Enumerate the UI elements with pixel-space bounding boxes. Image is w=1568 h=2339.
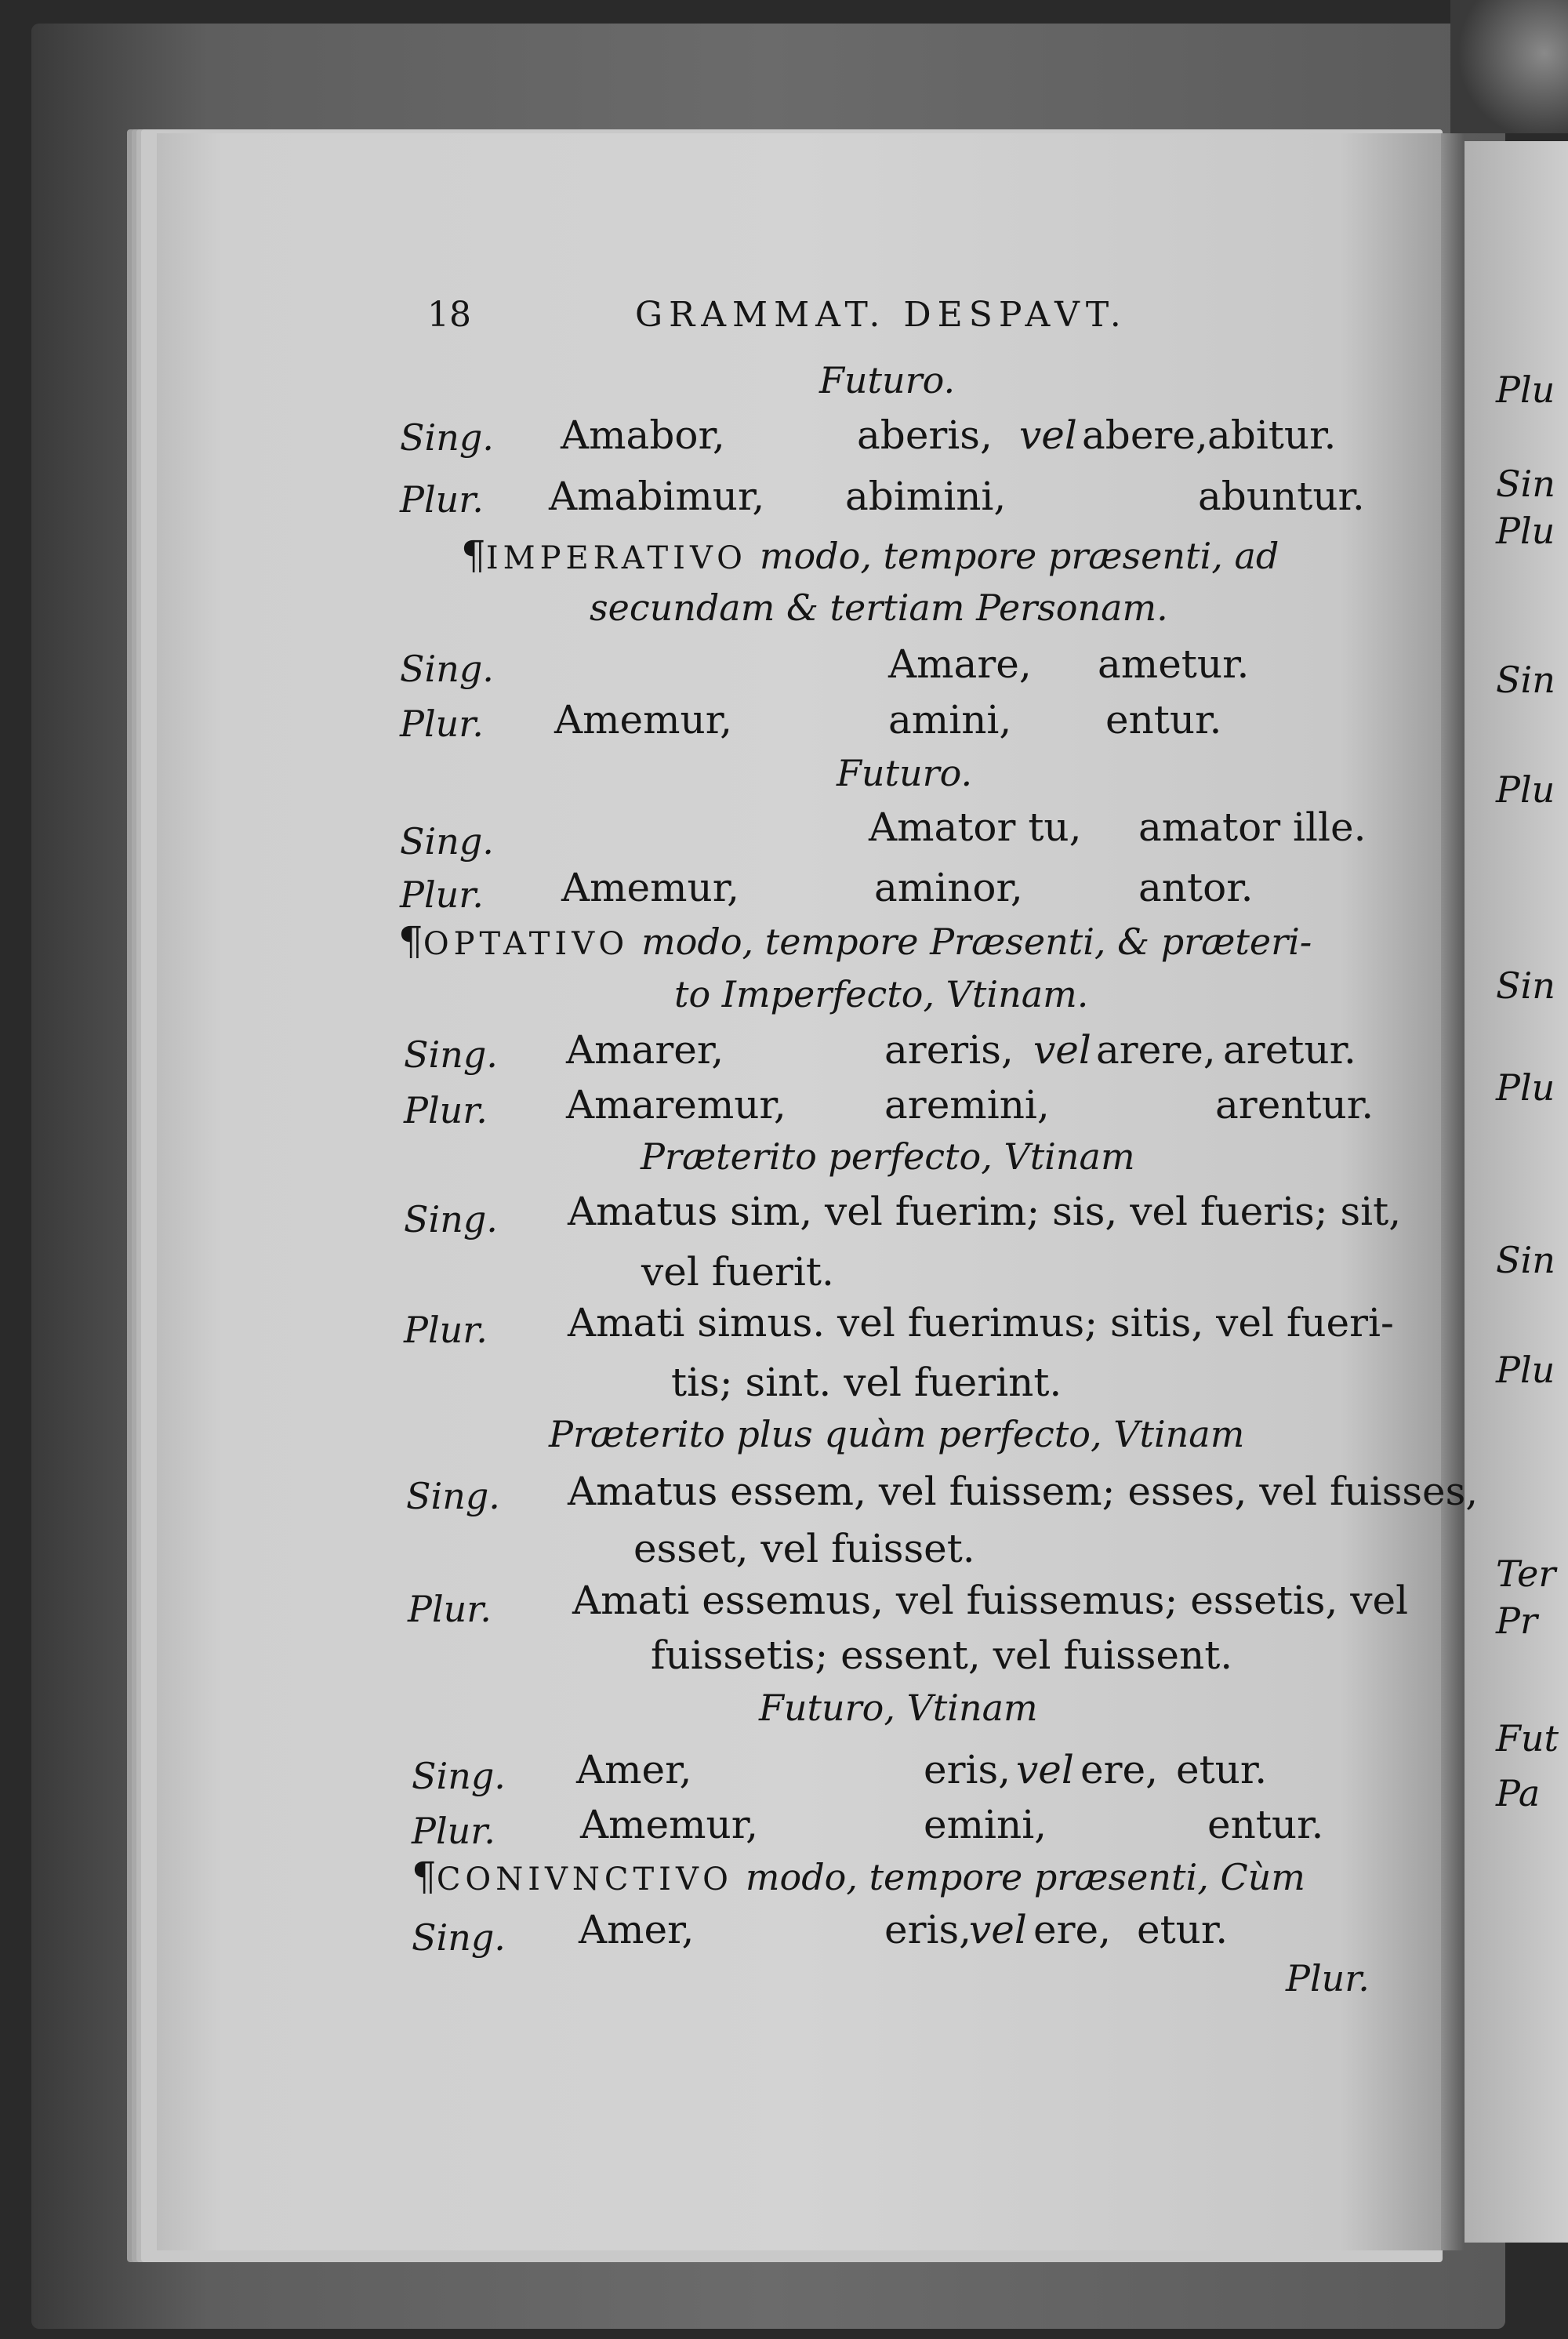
verb-form: abimini, [845, 474, 1007, 519]
number-label: Plur. [400, 478, 484, 521]
tense-heading: Futuro. [819, 359, 956, 401]
conjunction: vel [1019, 412, 1077, 458]
number-label: Plur. [404, 1309, 488, 1351]
section-heading [412, 1854, 1305, 1899]
mood-name: OPTATIVO [423, 926, 630, 962]
verb-forms-line: Amati essemus, vel fuissemus; essetis, vel [572, 1578, 1409, 1623]
verb-form: eris, [924, 1747, 1011, 1792]
verb-form: abere, [1082, 412, 1208, 458]
verb-form: etur. [1137, 1907, 1229, 1952]
verb-form: abuntur. [1198, 474, 1365, 519]
verb-form: Amemur, [580, 1802, 759, 1847]
verb-forms-line: Amatus sim, vel fuerim; sis, vel fueris; sit, [568, 1189, 1402, 1234]
fragment: Plu [1496, 369, 1555, 411]
section-subheading: to Imperfecto, Vtinam. [674, 973, 1089, 1015]
tense-heading: Futuro. [837, 752, 973, 794]
verb-form: aminor, [874, 865, 1023, 910]
fragment: Fut [1496, 1717, 1559, 1760]
number-label: Sing. [400, 820, 494, 863]
mood-description: modo, tempore Præsenti, & præteri- [641, 921, 1312, 963]
running-title: GRAMMAT. DESPAVT. [635, 295, 1127, 335]
verb-form: Amare, [888, 641, 1032, 687]
verb-form: ere, [1080, 1747, 1158, 1792]
verb-form: eris, [884, 1907, 972, 1952]
fragment: Sin [1496, 659, 1555, 701]
conjunction: vel [1016, 1747, 1074, 1792]
section-heading [398, 918, 1312, 964]
verb-form: entur. [1105, 697, 1222, 743]
tense-heading: Præterito perfecto, Vtinam [641, 1135, 1135, 1178]
verb-form: Amator tu, [869, 804, 1082, 850]
right-page-edge [1465, 141, 1568, 2243]
pilcrow: ¶ [412, 1854, 437, 1899]
verb-form: Amemur, [561, 865, 740, 910]
number-label: Sing. [400, 416, 494, 459]
verb-form: aremini, [884, 1082, 1050, 1128]
verb-forms-continuation: esset, vel fuisset. [633, 1526, 975, 1571]
catchword: Plur. [1286, 1957, 1370, 1999]
verb-forms-continuation: vel fuerit. [641, 1249, 834, 1295]
tense-heading: Præterito plus quàm perfecto, Vtinam [549, 1413, 1245, 1455]
verb-form: amini, [888, 697, 1012, 743]
verb-forms-continuation: fuissetis; essent, vel fuissent. [651, 1633, 1233, 1678]
book-binding [1450, 0, 1568, 133]
mood-name: CONIVNCTIVO [436, 1861, 733, 1898]
mood-name: IMPERATIVO [485, 540, 747, 576]
verb-form: Amabor, [561, 412, 725, 458]
number-label: Sing. [412, 1755, 506, 1797]
verb-form: aberis, [857, 412, 993, 458]
verb-forms-continuation: tis; sint. vel fuerint. [671, 1360, 1062, 1405]
number-label: Plur. [404, 1089, 488, 1131]
number-label: Sing. [400, 648, 494, 690]
verb-form: amator ille. [1138, 804, 1367, 850]
fragment: Sin [1496, 463, 1555, 505]
verb-form: ametur. [1098, 641, 1250, 687]
verb-form: Amer, [576, 1747, 692, 1792]
fragment: Plu [1496, 510, 1555, 552]
fragment: Plu [1496, 768, 1555, 811]
number-label: Plur. [400, 873, 484, 916]
verb-form: arentur. [1215, 1082, 1374, 1128]
section-subheading: secundam & tertiam Personam. [590, 587, 1168, 629]
fragment: Sin [1496, 1239, 1555, 1281]
fragment: Pa [1496, 1772, 1541, 1814]
number-label: Plur. [408, 1588, 492, 1630]
conjunction: vel [969, 1907, 1027, 1952]
verb-form: Amemur, [554, 697, 733, 743]
number-label: Sing. [406, 1475, 500, 1517]
fragment: Sin [1496, 964, 1555, 1007]
verb-form: Amabimur, [549, 474, 765, 519]
verb-form: areris, [884, 1027, 1014, 1073]
verb-forms-line: Amati simus. vel fuerimus; sitis, vel fueri- [568, 1300, 1394, 1346]
pilcrow: ¶ [461, 532, 486, 578]
number-label: Sing. [404, 1033, 498, 1076]
number-label: Sing. [412, 1916, 506, 1959]
tense-heading: Futuro, Vtinam [759, 1687, 1038, 1729]
verb-form: etur. [1176, 1747, 1268, 1792]
fragment: Plu [1496, 1066, 1555, 1109]
fragment: Plu [1496, 1349, 1555, 1391]
verb-form: Amer, [579, 1907, 695, 1952]
verb-form: arere, [1096, 1027, 1216, 1073]
verb-form: Amarer, [566, 1027, 724, 1073]
pilcrow: ¶ [398, 918, 423, 964]
verb-form: entur. [1207, 1802, 1324, 1847]
number-label: Plur. [400, 703, 484, 745]
fragment: Ter [1496, 1553, 1556, 1595]
verb-form: abitur. [1207, 412, 1337, 458]
mood-description: modo, tempore præsenti, ad [759, 535, 1279, 577]
fragment: Pr [1496, 1600, 1537, 1642]
verb-form: antor. [1138, 865, 1254, 910]
page-gutter [1441, 133, 1465, 2250]
verb-form: Amaremur, [566, 1082, 786, 1128]
verb-forms-line: Amatus essem, vel fuissem; esses, vel fuisses, [568, 1469, 1479, 1514]
page-number: 18 [427, 295, 471, 335]
verb-form: ere, [1033, 1907, 1111, 1952]
number-label: Sing. [404, 1198, 498, 1240]
verb-form: aretur. [1223, 1027, 1356, 1073]
mood-description: modo, tempore præsenti, Cùm [745, 1856, 1305, 1898]
section-heading [461, 532, 1279, 578]
verb-form: emini, [924, 1802, 1047, 1847]
conjunction: vel [1033, 1027, 1091, 1073]
number-label: Plur. [412, 1810, 495, 1852]
